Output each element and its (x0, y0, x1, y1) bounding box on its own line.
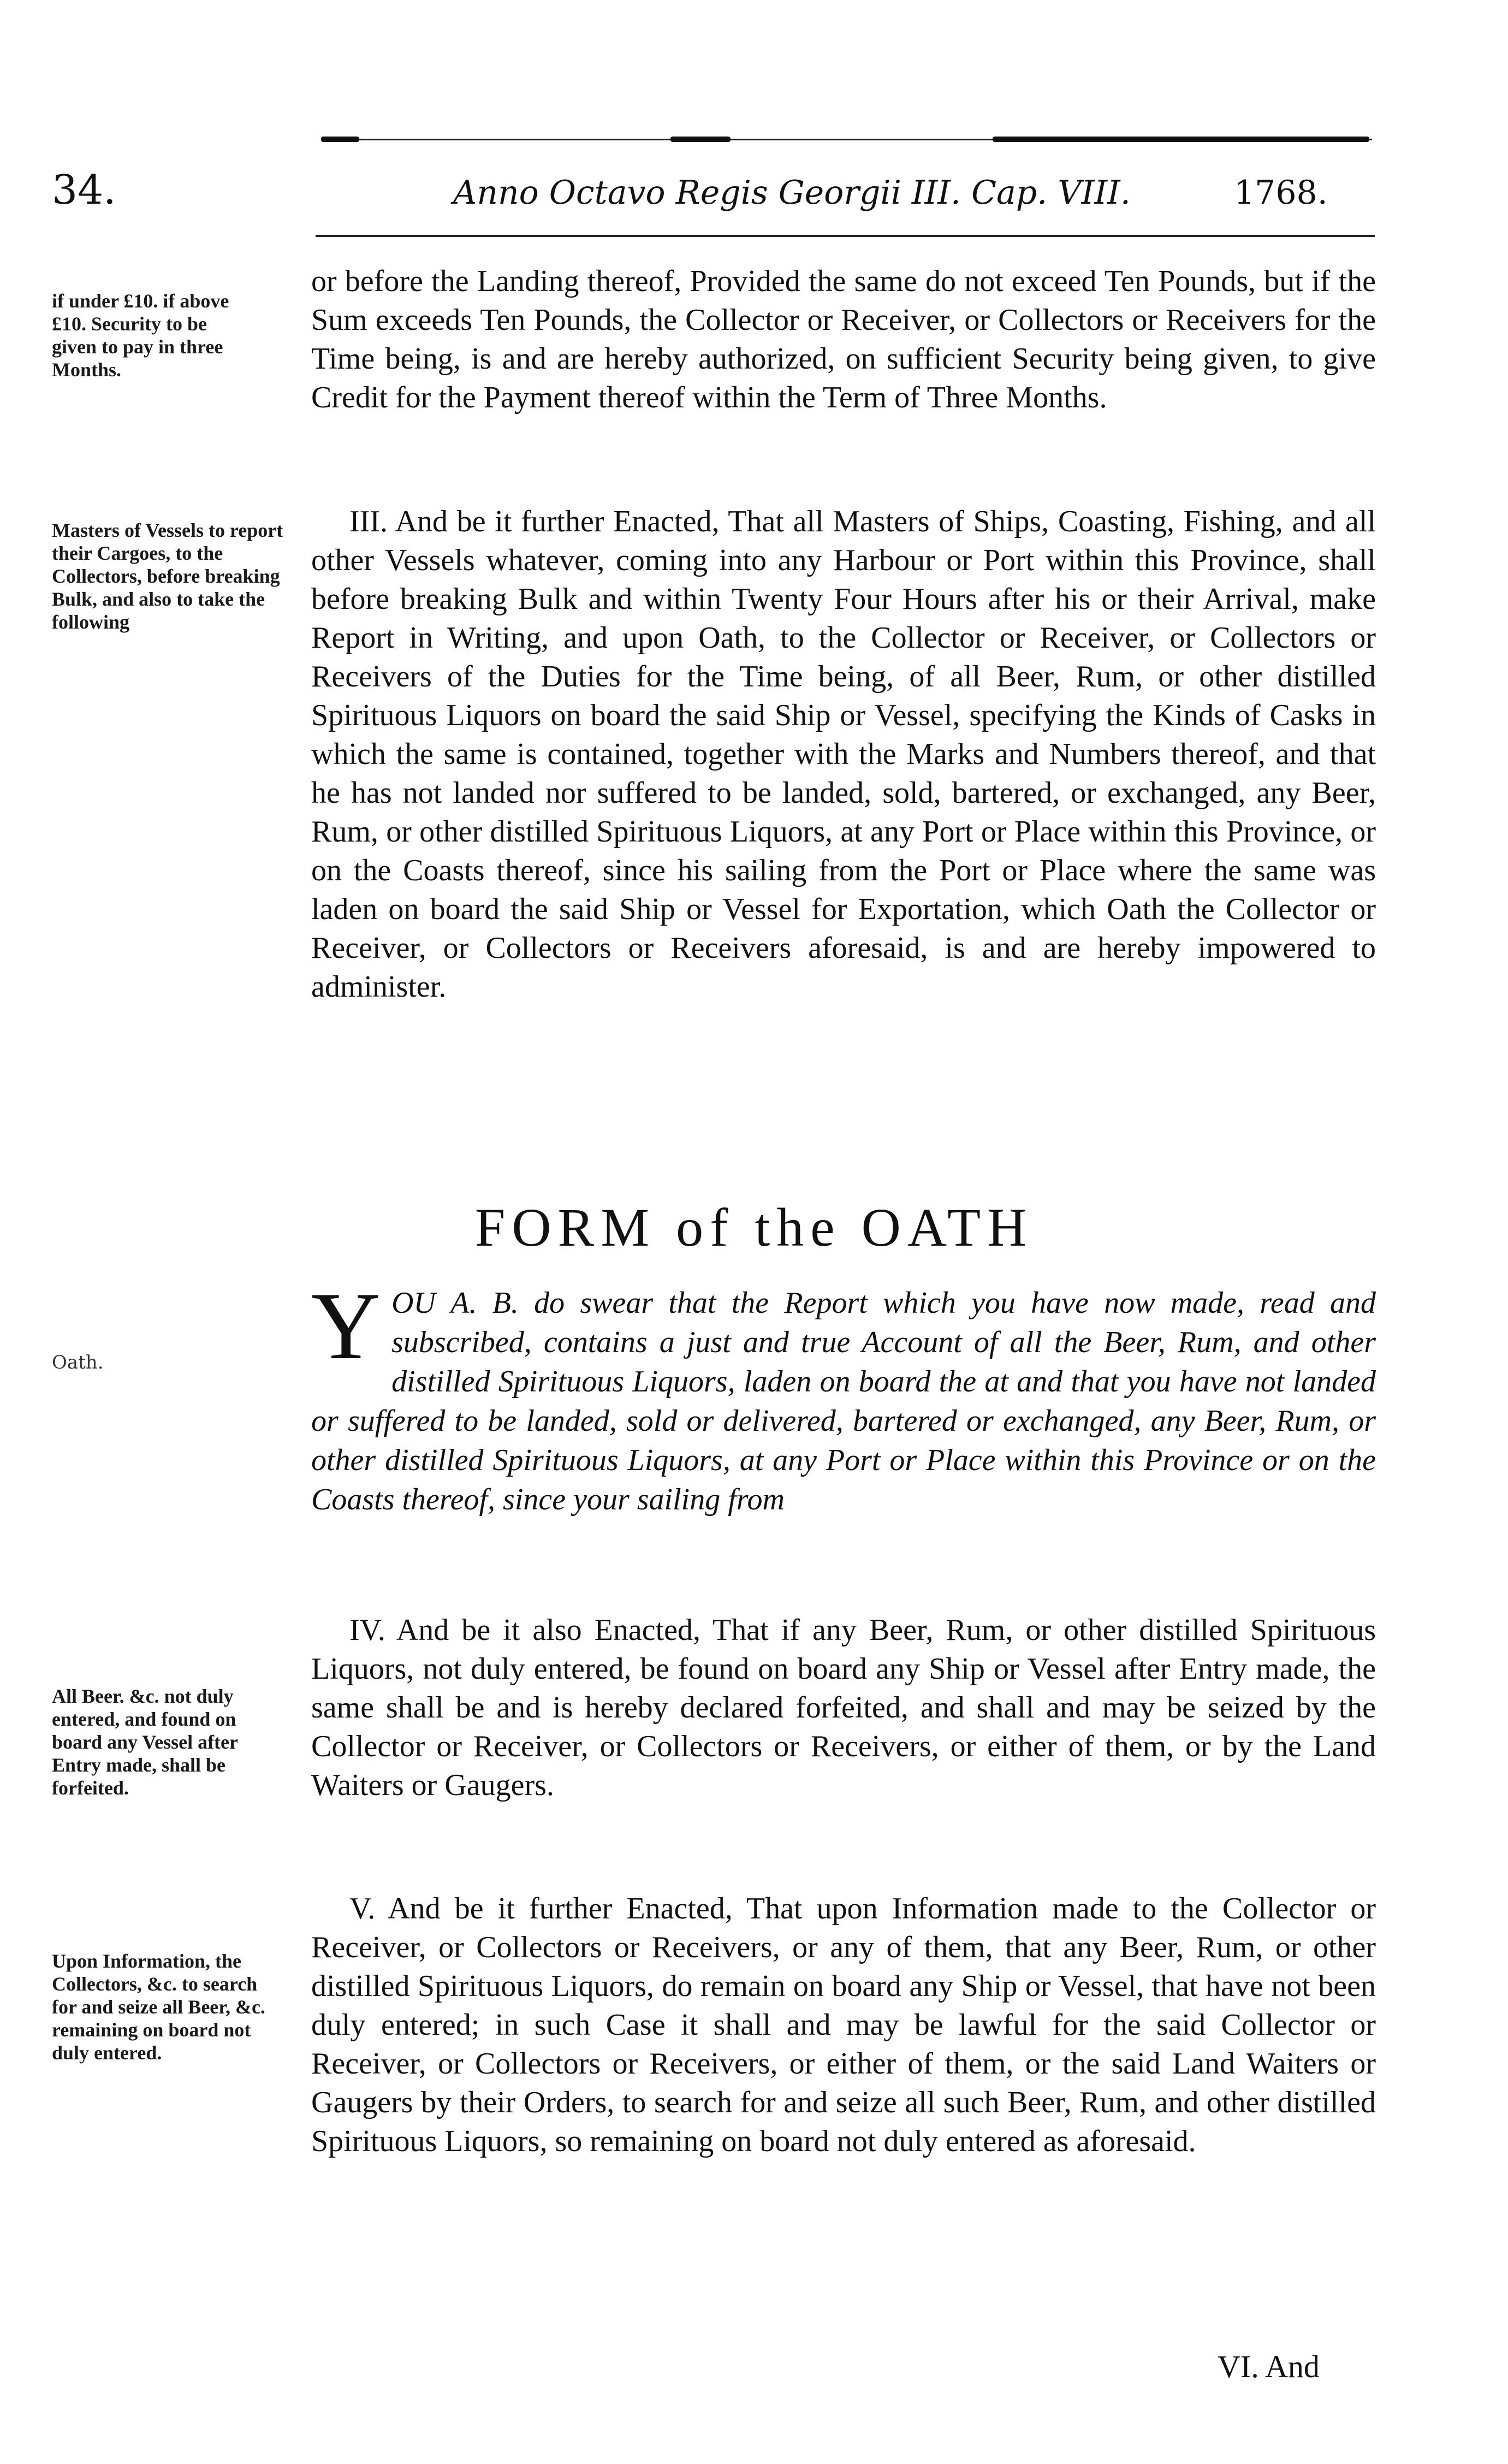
header-rule (316, 235, 1375, 237)
oath-text: OU A. B. do swear that the Report which you have now made, read and subscribed, contains a just and true Account of all the Beer, Rum, and other distilled Spirituous Liquors, laden on board the at and that you have not landed or suffered to be landed, sold or delivered, bartered or exchanged, any Beer, Rum, or other distilled Spirituous Liquors, at any Port or Place within this Province or on the Coasts thereof, since your sailing from (311, 1286, 1376, 1517)
paragraph-text: IV. And be it also Enacted, That if any Beer, Rum, or other distilled Spirituous Liquors, not duly entered, be found on board any Ship or Vessel after Entry made, the same shall be and is hereby declared forfeited, and shall and may be seized by the Collector or Receiver, or Collectors or Receivers, or either of them, or by the Land Waiters or Gaugers. (311, 1613, 1376, 1802)
running-title: Anno Octavo Regis Georgii III. Cap. VIII. (453, 174, 1131, 212)
oath-text-block (311, 1273, 1376, 1519)
section-iii (311, 502, 1376, 1006)
body-paragraph-credit (311, 262, 1376, 417)
margin-note-search: Upon Information, the Collectors, &c. to search for and seize all Beer, &c. remaining on board not duly entered. (52, 1950, 265, 2064)
drop-cap: Y (311, 1273, 381, 1379)
paragraph-text: III. And be it further Enacted, That all Masters of Ships, Coasting, Fishing, and all other Vessels whatever, coming into any Harbour or Port within this Province, shall before breaking Bulk and within Twenty Four Hours after his or their Arrival, make Report in Writing, and upon Oath, to the Collector or Receiver, or Collectors or Receivers of the Duties for the Time being, of all Beer, Rum, or other distilled Spirituous Liquors on board the said Ship or Vessel, specifying the Kinds of Casks in which the same is contained, together with the Marks and Numbers thereof, and that he has not landed nor suffered to be landed, sold, bartered, or exchanged, any Beer, Rum, or other distilled Spirituous Liquors, at any Port or Place within this Province, or on the Coasts thereof, since his sailing from the Port or Place where the same was laden on board the said Ship or Vessel for Exportation, which Oath the Collector or Receiver, or Collectors or Receivers aforesaid, is and are hereby impowered to administer. (311, 505, 1376, 1004)
margin-note-security: if under £10. if above £10. Security to be given to pay in three Months. (52, 290, 229, 381)
page-number: 34. (52, 167, 116, 214)
paragraph-text: V. And be it further Enacted, That upon Information made to the Collector or Receiver, or Collectors or Receivers, or any of them, that any Beer, Rum, or other distilled Spirituous Liquors, do remain on board any Ship or Vessel, that have not been duly entered; in such Case it shall and may be lawful for the said Collector or Receiver, or Collectors or Receivers, or either of them, or the said Land Waiters or Gaugers by their Orders, to search for and seize all such Beer, Rum, and other distilled Spirituous Liquors, so remaining on board not duly entered as aforesaid. (311, 1892, 1376, 2158)
year: 1768. (1234, 174, 1328, 212)
margin-note-forfeit: All Beer. &c. not duly entered, and found on board any Vessel after Entry made, shall be forfeited. (52, 1685, 238, 1799)
section-iv (311, 1611, 1376, 1805)
catchword: VI. And (1218, 2349, 1320, 2384)
paragraph-text: or before the Landing thereof, Provided the same do not exceed Ten Pounds, but if the Sum exceeds Ten Pounds, the Collector or Receiver, or Collectors or Receivers for the Time being, is and are hereby authorized, on sufficient Security being given, to give Credit for the Payment thereof within the Term of Three Months. (311, 264, 1376, 414)
header-ornament-rule (321, 137, 1372, 142)
form-of-the-oath-heading: FORM of the OATH (474, 1197, 1034, 1258)
section-v (311, 1890, 1376, 2161)
margin-note-masters: Masters of Vessels to report their Cargoes, to the Collectors, before breaking Bulk, and also to take the following (52, 519, 283, 633)
margin-note-oath: Oath. (52, 1352, 104, 1373)
